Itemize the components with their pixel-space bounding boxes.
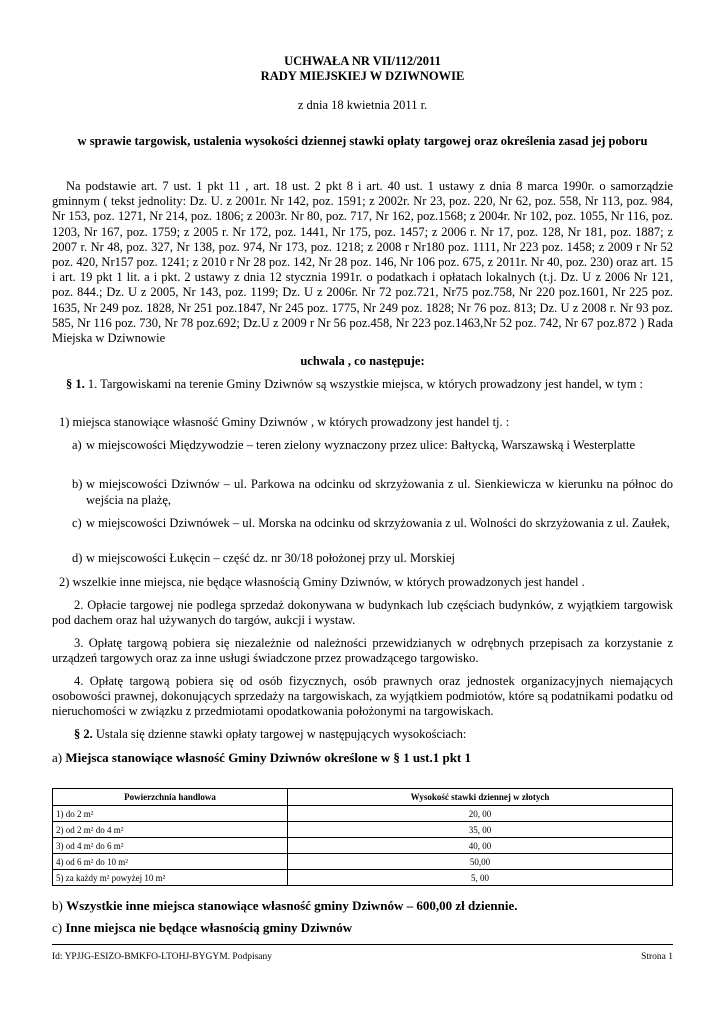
- area-cell: 3) od 4 m² do 6 m²: [53, 838, 288, 854]
- heading-b-text: Wszystkie inne miejsca stanowiące własność gminy Dziwnów – 600,00 zł dziennie.: [66, 898, 518, 913]
- preamble: Na podstawie art. 7 ust. 1 pkt 11 , art. 18 ust. 2 pkt 8 i art. 40 ust. 1 ustawy z dnia 8 marca 1990r. o samorządzie gminnym ( tekst jednolity: Dz. U. z 2001r. Nr 142, poz. 1591; z 2002r. Nr 23, poz. 220, Nr 62, poz. 558, Nr 113, poz. 984, Nr 153, poz. 1271, Nr 214, poz. 1806; z 2003r. Nr 80, poz. 717, Nr 162, poz.1568; z 2004r. Nr 102, poz. 1055, Nr 116, poz. 1203, Nr 167, poz. 1759; z 2005 r. Nr 172, poz. 1441, Nr 175, poz. 1457; z 2006 r. Nr 17, poz. 128, Nr 181, poz. 1887; z 2007 r. Nr 48, poz. 327, Nr 138, poz. 974, Nr 173, poz. 1218; z 2008 r Nr180 poz. 1111, Nr 223 poz. 1458; z 2009 r Nr 52 poz. 420, Nr157 poz. 1241; z 2010 r Nr 28 poz. 142, Nr 28 poz. 146, Nr 106 poz. 675, z 2011r. Nr 40, poz. 230) oraz art. 15 i art. 19 pkt 1 lit. a i pkt. 2 ustawy z dnia 12 stycznia 1991r. o podatkach i opłatach lokalnych (t.j. Dz. U z 2006 Nr 121, poz. 844.; Dz. U z 2005, Nr 143, poz. 1199; Dz. U z 2006r. Nr 72 poz.721, Nr75 poz.758, Nr 220 poz.1601, Nr 225 poz. 1635, Nr 249 poz. 1828, Nr 251 poz.1847, Nr 245 poz. 1775, Nr 249 poz. 1828; Nr 76 poz. 813; Dz. U z 2008 r. Nr 93 poz. 585, Nr 116 poz. 730, Nr 78 poz.692; Dz.U z 2009 r Nr 56 poz.458, Nr 223 poz.1463,Nr 52 poz. 742, Nr 67 poz.872 ) Rada Miejska w Dziwnowie: [52, 179, 673, 346]
- item-b-text: w miejscowości Dziwnów – ul. Parkowa na odcinku od skrzyżowania z ul. Sienkiewicza w kierunku na północ do wejścia na plażę,: [86, 477, 673, 507]
- resolution-number: UCHWAŁA NR VII/112/2011: [284, 54, 441, 68]
- table-row: [53, 806, 673, 822]
- table-row: [53, 838, 673, 854]
- resolution-subject: w sprawie targowisk, ustalenia wysokości dziennej stawki opłaty targowej oraz określenia zasad jej poboru: [77, 134, 648, 148]
- rates-table: [52, 788, 673, 886]
- item-a-mark: a): [72, 438, 82, 452]
- area-cell: 5) za każdy m² powyżej 10 m²: [53, 870, 288, 886]
- item-c-text: w miejscowości Dziwnówek – ul. Morska na odcinku od skrzyżowania z ul. Wolności do skrzyżowania z ul. Zaułek,: [86, 516, 670, 530]
- section-1-mark: § 1.: [66, 377, 85, 391]
- heading-a-label: a): [52, 750, 63, 765]
- section-1-item-2: 2) wszelkie inne miejsca, nie będące własnością Gminy Dziwnów, w których prowadzonych jest handel .: [59, 575, 585, 589]
- heading-a-text: Miejsca stanowiące własność Gminy Dziwnów określone w § 1 ust.1 pkt 1: [65, 750, 472, 765]
- heading-b-label: b): [52, 898, 63, 913]
- section-1-text: 1. Targowiskami na terenie Gminy Dziwnów są wszystkie miejsca, w których prowadzony jest handel, w tym :: [87, 377, 644, 391]
- resolves-heading: uchwala , co następuje:: [300, 354, 425, 368]
- section-1-paragraph-2: 2. Opłacie targowej nie podlega sprzedaż dokonywana w budynkach lub częściach budynków, z wyjątkiem targowisk pod dachem oraz hal używanych do targów, aukcji i wystaw.: [52, 598, 673, 628]
- rate-cell: 5, 00: [288, 870, 673, 886]
- item-d-text: w miejscowości Łukęcin – część dz. nr 30/18 położonej przy ul. Morskiej: [86, 551, 456, 565]
- section-2-text: Ustala się dzienne stawki opłaty targowej w następujących wysokościach:: [95, 727, 467, 741]
- section-2-heading-c: [52, 920, 352, 936]
- section-2-heading-a: [52, 750, 471, 766]
- section-2-mark: § 2.: [74, 727, 93, 741]
- table-row: [53, 854, 673, 870]
- column-header-rate: Wysokość stawki dziennej w złotych: [288, 789, 673, 806]
- section-2-intro: [52, 727, 673, 742]
- item-b-mark: b): [72, 477, 83, 491]
- rate-cell: 20, 00: [288, 806, 673, 822]
- area-cell: 2) od 2 m² do 4 m²: [53, 822, 288, 838]
- rate-cell: 50,00: [288, 854, 673, 870]
- table-header-row: [53, 789, 673, 806]
- column-header-area: Powierzchnia handlowa: [53, 789, 288, 806]
- resolution-date: z dnia 18 kwietnia 2011 r.: [297, 98, 428, 112]
- section-1-paragraph-3: 3. Opłatę targową pobiera się niezależnie od należności przewidzianych w odrębnych przepisach za korzystanie z urządzeń targowych oraz za inne usługi świadczone przez prowadzącego targowisko.: [52, 636, 673, 666]
- section-2-heading-b: [52, 898, 517, 914]
- rate-cell: 35, 00: [288, 822, 673, 838]
- table-row: [53, 822, 673, 838]
- item-d-mark: d): [72, 551, 83, 565]
- item-a-text: w miejscowości Międzywodzie – teren zielony wyznaczony przez ulice: Bałtycką, Warszawską i Westerplatte: [86, 438, 636, 452]
- page-number: Strona 1: [641, 952, 673, 962]
- section-1-paragraph-4: 4. Opłatę targową pobiera się od osób fizycznych, osób prawnych oraz jednostek organizacyjnych niemających osobowości prawnej, dokonujących sprzedaży na targowiskach, za wyjątkiem podmiotów, które są podatnikami podatku od nieruchomości w związku z przedmiotami opodatkowania położonymi na targowiskach.: [52, 674, 673, 719]
- heading-c-label: c): [52, 920, 63, 935]
- document-id: Id: YPJJG-ESIZO-BMKFO-LTOHJ-BYGYM. Podpisany: [52, 952, 273, 962]
- area-cell: 1) do 2 m²: [53, 806, 288, 822]
- heading-c-text: Inne miejsca nie będące własnością gminy Dziwnów: [65, 920, 353, 935]
- footer-divider: [52, 944, 673, 945]
- table-row: [53, 870, 673, 886]
- area-cell: 4) od 6 m² do 10 m²: [53, 854, 288, 870]
- section-1-item-1: 1) miejsca stanowiące własność Gminy Dziwnów , w których prowadzony jest handel tj. :: [59, 415, 510, 429]
- council-name: RADY MIEJSKIEJ W DZIWNOWIE: [260, 69, 465, 83]
- item-c-mark: c): [72, 516, 82, 530]
- rate-cell: 40, 00: [288, 838, 673, 854]
- section-1-intro: [52, 377, 673, 392]
